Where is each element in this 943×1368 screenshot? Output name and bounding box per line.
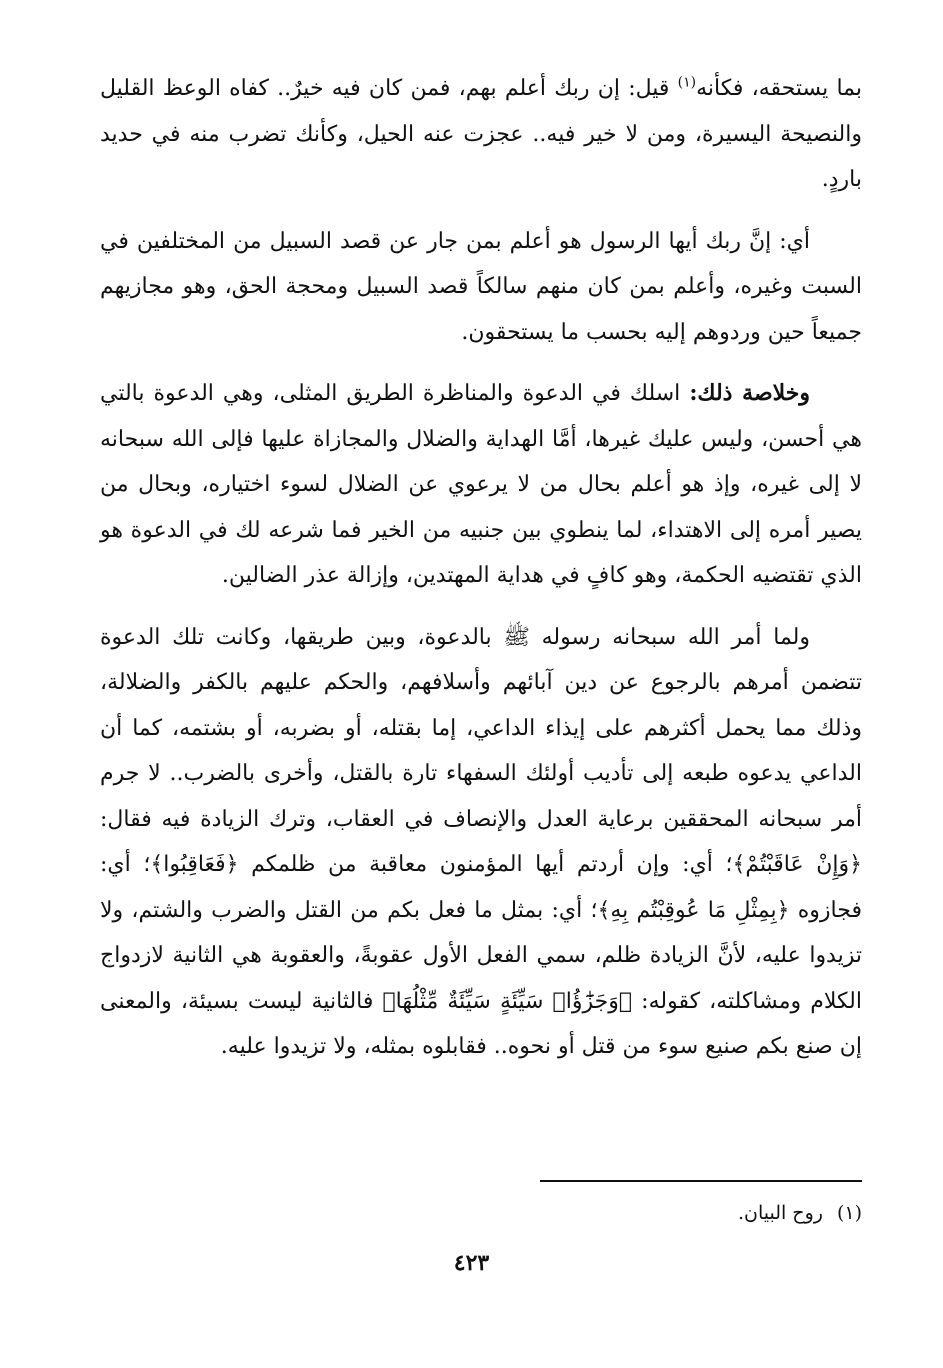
paragraph-3-text: اسلك في الدعوة والمناظرة الطريق المثلى، وهي الدعوة بالتي هي أحسن، وليس عليك غيرها، أمَّا الهداية والضلال والمجازاة عليها فإلى الله سبحانه لا إلى غيره، وإذ هو أعلم بحال من لا يرعوي عن الضلال لسوء اختياره، وبحال من يصير أمره إلى الاهتداء، لما ينطوي بين جنبيه من الخير فما شرعه لك في الدعوة هو الذي تقتضيه الحكمة، وهو كافٍ في هداية المهتدين، وإزالة عذر الضالين. (100, 381, 862, 588)
paragraph-4-part-5: فالثانية ليست بسيئة، والمعنى إن صنع بكم صنيع سوء من قتل أو نحوه.. فقابلوه بمثله، ولا تزيدوا عليه. (100, 988, 862, 1059)
quran-quote-3: ﴿بِمِثْلِ مَا عُوقِبْتُم بِهِ﴾ (597, 897, 790, 923)
paragraph-4-part-4: ؛ أي: بمثل ما فعل بكم من القتل والضرب والشتم، ولا تزيدوا عليه، لأنَّ الزيادة ظلم، سمي الفعل الأول عقوبةً، والعقوبة هي الثانية لازدواج الكلام ومشاكلته، كقوله: (100, 897, 862, 1014)
paragraph-4-part-1: ولما أمر الله سبحانه رسوله ﷺ بالدعوة، وبين طريقها، وكانت تلك الدعوة تتضمن أمرهم بالرجوع عن دين آبائهم وأسلافهم، والحكم عليهم بالكفر والضلالة، وذلك مما يحمل أكثرهم على إيذاء الداعي، إما بقتله، أو بضربه، أو بشتمه، كما أن الداعي يدعوه طبعه إلى تأديب أولئك السفهاء تارة بالقتل، وأخرى بالضرب.. لا جرم أمر سبحانه المحققين برعاية العدل والإنصاف في العقاب، وترك الزيادة فيه فقال: (100, 624, 862, 832)
paragraph-2 (100, 219, 862, 356)
quran-quote-4: ﴿وَجَزَٰٓؤُا۟ سَيِّئَةٍ سَيِّئَةٌ مِّثْلُهَا﴾ (382, 988, 633, 1014)
paragraph-2-text: أي: إنَّ ربك أيها الرسول هو أعلم بمن جار عن قصد السبيل من المختلفين في السبت وغيره، وأعلم بمن كان منهم سالكاً قصد السبيل ومحجة الحق، وهو مجازيهم جميعاً حين وردوهم إليه بحسب ما يستحقون. (100, 228, 862, 345)
paragraph-1-start: بما يستحقه، فكأنه (696, 76, 862, 101)
paragraph-4 (100, 615, 862, 1070)
quran-quote-1: ﴿وَإِنْ عَاقَبْتُمْ﴾ (732, 852, 862, 877)
main-text (100, 66, 862, 1086)
paragraph-4-part-2: ؛ أي: وإن أردتم أيها المؤمنون معاقبة من ظلمكم (238, 852, 733, 877)
paragraph-4-part-3: ؛ أي: فجازوه (100, 852, 862, 923)
footnote-reference: (١) (677, 74, 697, 91)
footnote-divider (540, 1180, 862, 1182)
paragraph-1-end: قيل: إن ربك أعلم بهم، فمن كان فيه خيرٌ.. كفاه الوعظ القليل والنصيحة اليسيرة، ومن لا خير فيه.. عجزت عنه الحيل، وكأنك تضرب منه في حديد باردٍ. (100, 76, 862, 192)
summary-heading: وخلاصة ذلك: (689, 380, 810, 406)
paragraph-3 (100, 371, 862, 599)
footnote-marker: (١) (836, 1202, 862, 1224)
page-number: ٤٢٣ (453, 1250, 490, 1276)
footnote-text: روح البيان. (737, 1202, 823, 1224)
quran-quote-2: ﴿فَعَاقِبُوا﴾ (150, 852, 239, 877)
paragraph-1 (100, 66, 862, 203)
footnote (100, 1198, 862, 1228)
